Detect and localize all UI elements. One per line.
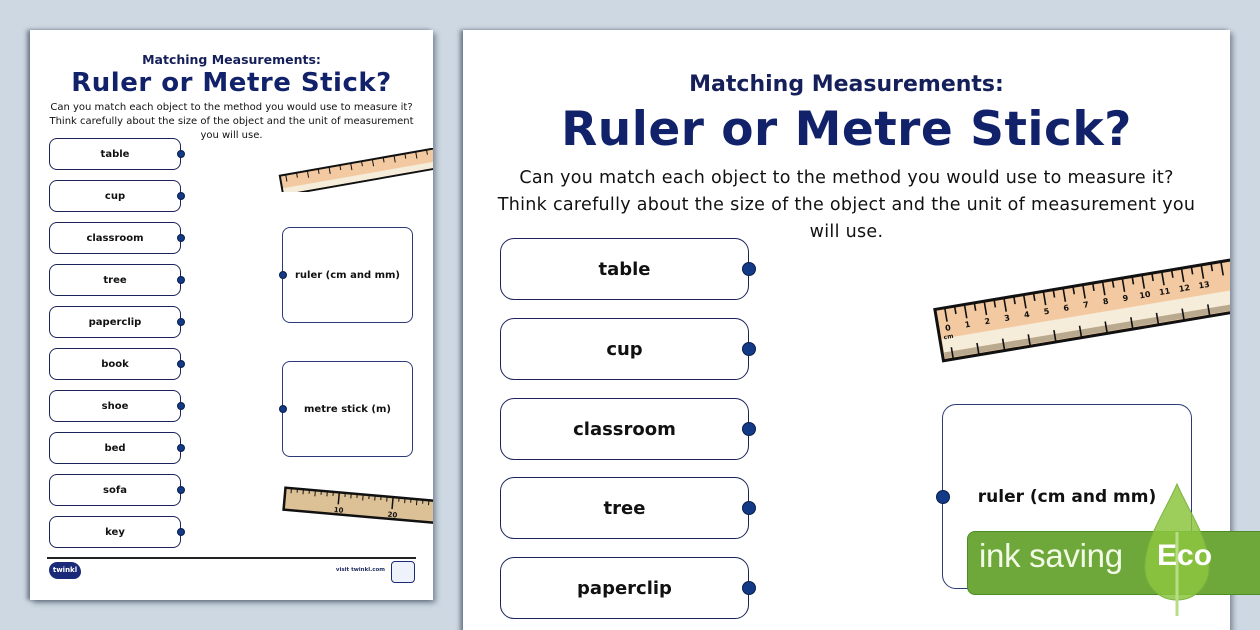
footer-divider: [47, 557, 416, 559]
object-card-sofa: [49, 474, 181, 506]
object-card-table: [49, 138, 181, 170]
object-card-table: [500, 238, 749, 300]
object-label: cup: [606, 338, 643, 360]
connector-dot: [177, 192, 185, 200]
ink-saving-eco-badge[interactable]: [967, 482, 1260, 622]
object-label: paperclip: [88, 316, 142, 328]
visit-link-text: visit twinkl.com: [335, 567, 385, 573]
svg-text:8: 8: [1102, 296, 1110, 307]
method-label: ruler (cm and mm): [977, 486, 1157, 507]
twinkl-logo: twinkl: [49, 562, 81, 579]
svg-text:10: 10: [333, 505, 344, 515]
object-label: key: [105, 526, 125, 538]
object-card-book: [49, 348, 181, 380]
connector-dot: [742, 422, 756, 436]
object-label: cup: [104, 190, 126, 202]
object-card-cup: [500, 318, 749, 380]
svg-text:7: 7: [1082, 300, 1090, 310]
method-label: ruler (cm and mm): [295, 269, 400, 281]
connector-dot: [742, 581, 756, 595]
object-card-shoe: [49, 390, 181, 422]
object-label: shoe: [101, 400, 129, 412]
metre-stick-illustration: [280, 486, 433, 530]
object-card-tree: [500, 477, 749, 539]
object-card-key: [49, 516, 181, 548]
object-label: book: [101, 358, 129, 370]
svg-text:12: 12: [1178, 283, 1191, 294]
method-label: metre stick (m): [304, 403, 391, 415]
object-label: table: [100, 148, 130, 160]
svg-text:2: 2: [983, 316, 991, 327]
connector-dot: [177, 276, 185, 284]
connector-dot: [177, 402, 185, 410]
object-label: tree: [603, 497, 646, 519]
object-card-paperclip: [500, 557, 749, 619]
object-card-paperclip: [49, 306, 181, 338]
object-label: table: [598, 258, 651, 280]
object-label: tree: [103, 274, 127, 286]
connector-dot: [177, 234, 185, 242]
svg-text:11: 11: [1158, 286, 1171, 298]
ink-saving-text: ink saving: [979, 537, 1123, 574]
connector-dot: [177, 318, 185, 326]
object-label: paperclip: [577, 577, 672, 599]
worksheet-subtitle: Matching Measurements:: [142, 52, 321, 67]
worksheet-instructions: Can you match each object to the method you would use to measure it? Think carefully about the size of the object and the unit of measurement you will use.: [49, 102, 414, 141]
object-label: classroom: [573, 418, 676, 440]
connector-dot: [177, 528, 185, 536]
svg-text:13: 13: [1197, 279, 1211, 291]
connector-dot: [177, 150, 185, 158]
connector-dot: [742, 501, 756, 515]
connector-dot: [742, 342, 756, 356]
svg-text:20: 20: [387, 510, 398, 520]
svg-text:3: 3: [1003, 313, 1011, 324]
svg-text:5: 5: [1043, 306, 1051, 317]
svg-text:9: 9: [1121, 293, 1129, 304]
object-card-tree: [49, 264, 181, 296]
worksheet-title: Ruler or Metre Stick?: [561, 102, 1132, 157]
svg-text:cm: cm: [943, 332, 954, 342]
object-label: classroom: [86, 232, 144, 244]
worksheet-subtitle: Matching Measurements:: [689, 72, 1004, 97]
svg-text:1: 1: [964, 319, 972, 330]
quality-badge-icon: [391, 561, 415, 583]
connector-dot: [177, 360, 185, 368]
ruler-illustration: [933, 255, 1230, 365]
object-label: bed: [104, 442, 126, 454]
svg-text:6: 6: [1062, 303, 1070, 314]
ruler-illustration: [278, 148, 433, 192]
svg-text:0: 0: [944, 323, 952, 333]
worksheet-title: Ruler or Metre Stick?: [71, 68, 392, 98]
method-card-metre-stick: [282, 361, 413, 457]
connector-dot: [177, 486, 185, 494]
object-card-bed: [49, 432, 181, 464]
connector-dot: [279, 405, 287, 413]
object-card-classroom: [500, 398, 749, 460]
object-label: sofa: [103, 484, 127, 496]
worksheet-thumbnail-page[interactable]: [30, 30, 433, 600]
connector-dot: [177, 444, 185, 452]
object-card-classroom: [49, 222, 181, 254]
eco-label: Eco: [1157, 539, 1213, 572]
worksheet-instructions: Can you match each object to the method you would use to measure it? Think carefully about the size of the object and the unit of measurement you will use.: [497, 168, 1196, 242]
object-card-cup: [49, 180, 181, 212]
svg-text:4: 4: [1023, 309, 1031, 320]
method-card-ruler: [282, 227, 413, 323]
connector-dot: [742, 262, 756, 276]
connector-dot: [279, 271, 287, 279]
connector-dot: [936, 490, 950, 504]
svg-text:10: 10: [1138, 289, 1152, 301]
